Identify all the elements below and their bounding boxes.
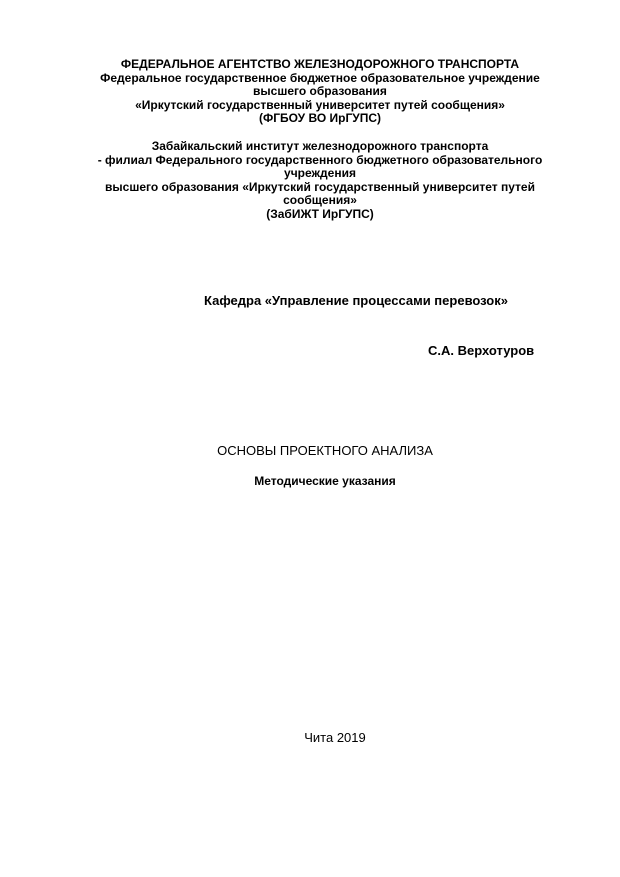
branch-institute-header	[60, 140, 580, 221]
document-subtitle: Методические указания	[254, 474, 396, 488]
document-title: ОСНОВЫ ПРОЕКТНОГО АНАЛИЗА	[217, 443, 433, 458]
university-abbreviation: (ФГБОУ ВО ИрГУПС)	[258, 111, 382, 125]
agency-name: ФЕДЕРАЛЬНОЕ АГЕНТСТВО ЖЕЛЕЗНОДОРОЖНОГО ТРАНСПОРТА	[120, 57, 520, 71]
city-year: Чита 2019	[304, 730, 366, 745]
branch-name: Забайкальский институт железнодорожного транспорта	[151, 139, 489, 153]
university-name: «Иркутский государственный университет путей сообщения»	[135, 97, 505, 112]
institution-type: Федеральное государственное бюджетное образовательное учреждение	[100, 70, 540, 85]
branch-education-level: высшего образования «Иркутский государственный университет путей	[105, 179, 535, 194]
federal-agency-header	[60, 58, 580, 126]
branch-abbreviation: (ЗабИЖТ ИрГУПС)	[266, 206, 374, 221]
branch-education-level-cont: сообщения»	[283, 193, 357, 207]
branch-affiliation-cont: учреждения	[284, 166, 356, 180]
branch-affiliation: - филиал Федерального государственного бюджетного образовательного	[97, 152, 543, 167]
author-name: С.А. Верхотуров	[428, 343, 535, 358]
education-level: высшего образования	[253, 84, 387, 98]
department-name: Кафедра «Управление процессами перевозок»	[204, 293, 508, 308]
